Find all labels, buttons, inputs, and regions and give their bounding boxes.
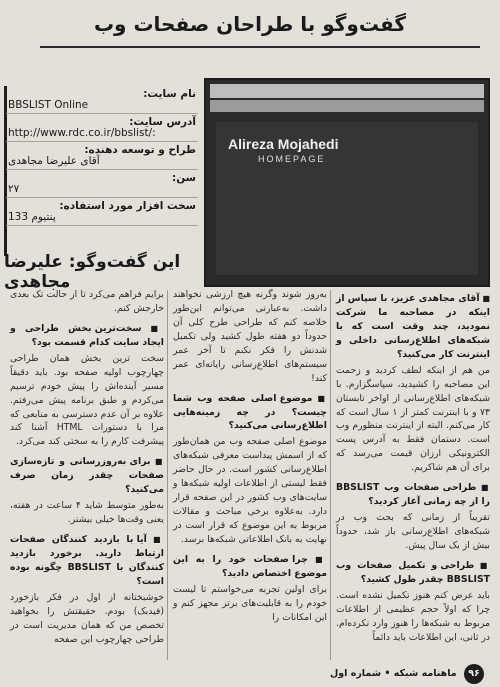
browser-content [216,122,478,275]
browser-toolbar [210,100,484,112]
question: ■ طراحی و تکمیل صفحات وب BBSLIST چقدر طول کشید؟ [336,559,490,587]
question: ■ طراحی صفحات وب BBSLIST را از چه زمانی آغاز کردید؟ [336,481,490,509]
info-row-designer [6,142,198,170]
question: ■ موضوع اصلی صفحه وب شما چیست؟ در چه زمینه‌هایی اطلاع‌رسانی می‌کنید؟ [173,392,327,434]
info-value: پنتیوم 133 [8,211,56,223]
info-row-site-name [6,86,198,114]
info-label: آدرس سایت: [129,116,196,128]
answer: تقریباً از زمانی که بحث وب در شبکه‌های اطلاع‌رسانی باز شد، حدوداً بیش از یک سال پیش. [336,512,490,551]
column-right [336,286,490,645]
title-rule [40,46,480,48]
info-value: http://www.rdc.co.ir/bbslist/: [8,127,156,139]
question: ■ سخت‌ترین بخش طراحی و ایجاد سایت کدام قسمت بود؟ [10,322,164,350]
browser-title-bar [210,84,484,98]
answer: من هم از اینکه لطف کردید و زحمت این مصاحبه را کشیدید، سپاسگزارم. با شبکه‌های اطلاع‌رسانی از اواخر تابستان ۷۳ و با اینترنت کمتر از ۱ سال است که کار می‌کنم. البته از اینترنت منظورم وب است. دستمان فقط به آدرس پست الکترونیکی ارزان قیمت می‌رسد که برای آن هم شاکریم. [336,364,491,474]
site-info-box [6,86,198,226]
answer: به‌طور متوسط شاید ۴ ساعت در هفته، یعنی وقت‌ها خیلی بیشتر. [10,500,164,526]
info-row-age [6,170,198,198]
info-label: سخت افزار مورد استفاده: [59,200,196,212]
info-value: BBSLIST Online [8,99,89,111]
footer-text: ماهنامه شبکه • شماره اول [330,668,457,679]
answer: خوشبختانه از اول در فکر بازخورد (فیدبک) بودم. حقیقتش را بخواهید تخصص من که همان مدیریت است در طراحی چهارچوب این صفحه [10,591,164,645]
answer: باید عرض کنم هنوز تکمیل نشده است. چرا که اولاً حجم عظیمی از اطلاعات مربوط به شبکه‌ها را هنوز وارد نکرده‌ام. در ثانی، این اطلاعات باید دائماً [336,589,490,643]
info-label: نام سایت: [143,88,196,100]
info-label: سن: [172,172,196,184]
page-footer [330,664,484,684]
info-label: طراح و توسعه دهنده: [84,144,196,156]
question: ■ آقای مجاهدی عزیز، با سپاس از اینکه در مصاحبه ما شرکت نمودید، چند وقت است که با شبکه‌های اطلاع‌رسانی داخلی و اینترنت کار می‌کنید؟ [336,292,490,362]
info-row-site-address [6,114,198,142]
answer: برای اولین تجربه می‌خواستم تا لیست خودم را به قابلیت‌های برتر مجهز کنم و این امکانات را [173,583,327,623]
question: ■ آیا با بازدید کنندگان صفحات ارتباط دارید. برخورد بازدید کنندگان با BBSLIST چگونه بوده است؟ [10,533,164,589]
answer: برایم فراهم می‌کرد تا از حالت تک بعدی خارجش کنم. [10,289,164,314]
column-divider [330,290,331,660]
article-title: گفت‌وگو با طراحان صفحات وب [93,12,407,36]
page-number: ۹۶ [464,664,484,684]
info-row-hardware [6,198,198,226]
info-value: ۲۷ [8,183,20,195]
answer: سخت ترین بخش همان طراحی چهارچوب اولیه صفحه بود. باید دقیقاً مسیر آینده‌اش را پیش خودم ترسیم می‌کردم و طبق برنامه پیش می‌رفتم. علاوه بر آن عدم دسترسی به منابعی که مرا با دستورات HTML آشنا کند پیشرفت کارم را به سختی کند می‌کرد. [10,352,164,448]
column-divider [167,290,168,660]
homepage-screenshot [204,78,490,287]
question: ■ برای به‌روزرسانی و تازه‌سازی صفحات چقدر زمان صرف می‌کنید؟ [10,455,164,497]
info-value: آقای علیرضا مجاهدی [8,155,100,167]
homepage-subtitle: HOMEPAGE [258,154,326,164]
answer: موضوع اصلی صفحه وب من همان‌طور که از اسمش پیداست معرفی شبکه‌های اطلاع‌رسانی کشور است. در حال حاضر فقط لیستی از اطلاعات اولیه شبکه‌ها و سایت‌های وب کشور در این صفحه قرار دارد. به‌علاوه برخی مباحث و مقالات مربوط به این موضوع که قرار است در نهایت به بانک اطلاعاتی شبکه‌ها برسد. [173,436,327,545]
homepage-name: Alireza Mojahedi [228,136,339,152]
interview-heading: این گفت‌وگو: علیرضا مجاهدی [4,252,181,292]
question: ■ چرا صفحات خود را به این موضوع اختصاص دادید؟ [173,553,327,581]
answer: به‌روز شوند وگرنه هیچ ارزشی نخواهند داشت. به‌عبارتی می‌توانم این‌طور خلاصه کنم که طراحی طرح کلی آن حدوداً دو هفته طول کشید ولی تکمیل شدنش را فکر نکنم تا آخر عمر سیستم‌های اطلاع‌رسانی رایانه‌ای عمر کند! [173,289,327,384]
column-middle [173,286,327,625]
column-left [10,286,164,647]
